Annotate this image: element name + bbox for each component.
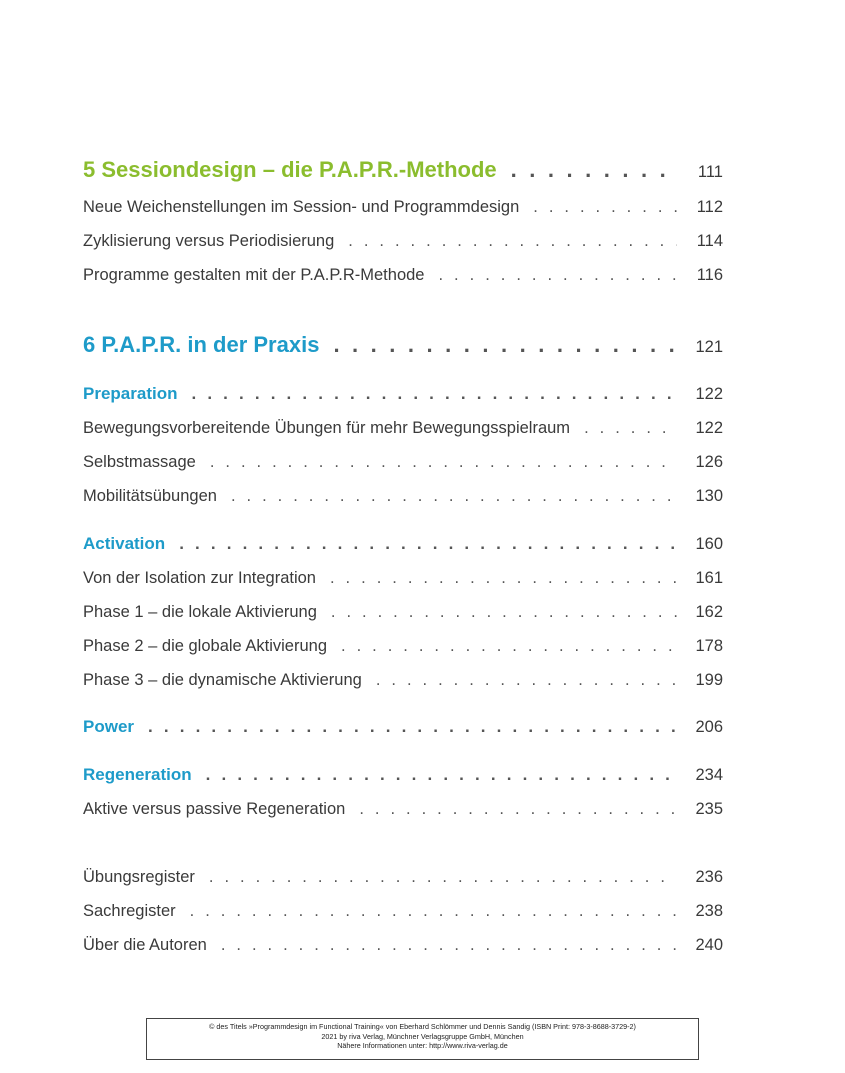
copyright-notice bbox=[146, 1018, 699, 1060]
entry-title: Übungsregister bbox=[83, 868, 195, 886]
copyright-line: 2021 by riva Verlag, Münchner Verlagsgruppe GmbH, München bbox=[321, 1031, 524, 1041]
toc-entry[interactable] bbox=[83, 232, 723, 251]
page-number: 116 bbox=[696, 266, 723, 284]
page-number: 206 bbox=[695, 718, 723, 736]
dot-leader bbox=[584, 419, 677, 438]
dot-leader bbox=[333, 332, 677, 358]
toc-entry[interactable] bbox=[83, 800, 723, 819]
chapter-title: 6 P.A.P.R. in der Praxis bbox=[83, 332, 320, 357]
page-number: 111 bbox=[697, 163, 723, 181]
dot-leader bbox=[209, 868, 677, 887]
toc-appendix-entry[interactable] bbox=[83, 902, 723, 921]
dot-leader bbox=[511, 157, 677, 183]
toc-entry[interactable] bbox=[83, 419, 723, 438]
entry-title: Zyklisierung versus Periodisierung bbox=[83, 232, 335, 250]
section-title: Regeneration bbox=[83, 765, 192, 784]
dot-leader bbox=[231, 487, 677, 506]
dot-leader bbox=[179, 534, 677, 554]
page-number: 234 bbox=[695, 766, 723, 784]
page-number: 238 bbox=[695, 902, 723, 920]
page-number: 130 bbox=[695, 487, 723, 505]
dot-leader bbox=[191, 384, 677, 404]
toc-section-power[interactable] bbox=[83, 717, 723, 737]
dot-leader bbox=[533, 198, 677, 217]
page-number: 199 bbox=[695, 671, 723, 689]
toc-appendix-entry[interactable] bbox=[83, 936, 723, 955]
toc-chapter-6[interactable] bbox=[83, 332, 723, 358]
page-number: 114 bbox=[696, 232, 723, 250]
entry-title: Aktive versus passive Regeneration bbox=[83, 800, 346, 818]
page-number: 235 bbox=[695, 800, 723, 818]
toc-section-preparation[interactable] bbox=[83, 384, 723, 404]
section-title: Activation bbox=[83, 534, 166, 553]
section-title: Preparation bbox=[83, 384, 178, 403]
entry-title: Von der Isolation zur Integration bbox=[83, 569, 316, 587]
copyright-line: © des Titels »Programmdesign im Functional Training« von Eberhard Schlömmer und Dennis Sandig (ISBN Print: 978-3-8688-3729-2) bbox=[209, 1022, 636, 1031]
page-number: 112 bbox=[696, 198, 723, 216]
toc-section-regeneration[interactable] bbox=[83, 765, 723, 785]
toc-entry[interactable] bbox=[83, 569, 723, 588]
page-number: 126 bbox=[695, 453, 723, 471]
dot-leader bbox=[206, 765, 677, 785]
section-title: Power bbox=[83, 717, 135, 736]
toc-section-activation[interactable] bbox=[83, 534, 723, 554]
page-number: 122 bbox=[695, 385, 723, 403]
entry-title: Bewegungsvorbereitende Übungen für mehr Bewegungsspielraum bbox=[83, 419, 571, 437]
entry-title: Selbstmassage bbox=[83, 453, 196, 471]
entry-title: Programme gestalten mit der P.A.P.R-Methode bbox=[83, 266, 425, 284]
toc-appendix-entry[interactable] bbox=[83, 868, 723, 887]
page-number: 240 bbox=[695, 936, 723, 954]
page-number: 122 bbox=[695, 419, 723, 437]
page-number: 121 bbox=[695, 338, 723, 356]
page-number: 178 bbox=[695, 637, 723, 655]
toc-entry[interactable] bbox=[83, 266, 723, 285]
chapter-title: 5 Sessiondesign – die P.A.P.R.-Methode bbox=[83, 157, 497, 182]
dot-leader bbox=[221, 936, 677, 955]
entry-title: Mobilitätsübungen bbox=[83, 487, 217, 505]
page-number: 162 bbox=[695, 603, 723, 621]
page-number: 236 bbox=[695, 868, 723, 886]
dot-leader bbox=[210, 453, 677, 472]
dot-leader bbox=[341, 637, 677, 656]
toc-entry[interactable] bbox=[83, 487, 723, 506]
dot-leader bbox=[148, 717, 677, 737]
dot-leader bbox=[376, 671, 677, 690]
toc-entry[interactable] bbox=[83, 198, 723, 217]
dot-leader bbox=[348, 232, 677, 251]
copyright-line: Nähere Informationen unter: http://www.riva-verlag.de bbox=[337, 1041, 508, 1050]
page-number: 161 bbox=[695, 569, 723, 587]
toc-chapter-5[interactable] bbox=[83, 157, 723, 183]
entry-title: Phase 3 – die dynamische Aktivierung bbox=[83, 671, 362, 689]
toc-entry[interactable] bbox=[83, 671, 723, 690]
entry-title: Phase 2 – die globale Aktivierung bbox=[83, 637, 328, 655]
dot-leader bbox=[359, 800, 677, 819]
toc-entry[interactable] bbox=[83, 453, 723, 472]
toc-entry[interactable] bbox=[83, 637, 723, 656]
dot-leader bbox=[330, 569, 677, 588]
toc-entry[interactable] bbox=[83, 603, 723, 622]
page-number: 160 bbox=[695, 535, 723, 553]
entry-title: Phase 1 – die lokale Aktivierung bbox=[83, 603, 317, 621]
dot-leader bbox=[190, 902, 677, 921]
entry-title: Neue Weichenstellungen im Session- und Programmdesign bbox=[83, 198, 520, 216]
entry-title: Sachregister bbox=[83, 902, 176, 920]
dot-leader bbox=[438, 266, 677, 285]
entry-title: Über die Autoren bbox=[83, 936, 207, 954]
dot-leader bbox=[331, 603, 677, 622]
